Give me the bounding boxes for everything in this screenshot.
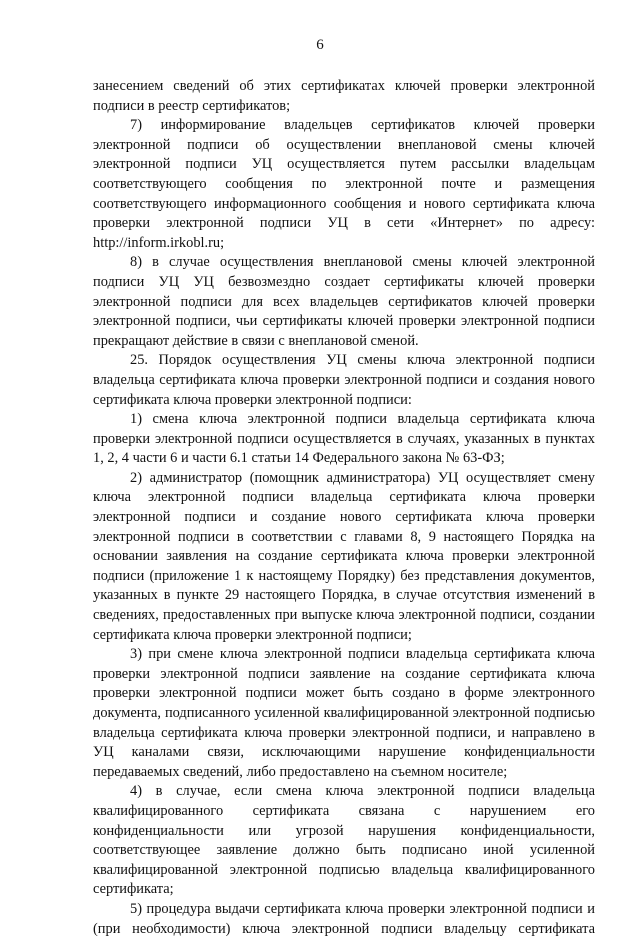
paragraph-subitem-1: 1) смена ключа электронной подписи владельца сертификата ключа проверки электронной подписи осуществляется в случаях, указанных в пунктах 1, 2, 4 части 6 и части 6.1 статьи 14 Федерального закона № 63-ФЗ; [93,411,595,467]
paragraph-continuation: занесением сведений об этих сертификатах ключей проверки электронной подписи в реестр сертификатов; [93,78,595,114]
page-number: 6 [316,37,324,53]
paragraph-section-25: 25. Порядок осуществления УЦ смены ключа электронной подписи владельца сертификата ключа проверки электронной подписи и создания нового сертификата ключа проверки электронной подписи: [93,352,595,408]
paragraph-subitem-5: 5) процедура выдачи сертификата ключа проверки электронной подписи и (при необходимости) ключа электронной подписи владельцу сертификата [93,900,595,937]
paragraph-subitem-2: 2) администратор (помощник администратора) УЦ осуществляет смену ключа электронной подписи владельца сертификата ключа проверки электронной подписи и создание нового сертификата ключа проверки электронной подписи в соответствии с главами 8, 9 настоящего Порядка на основании заявления на создание сертификата ключа проверки электронной подписи (приложение 1 к настоящему Порядку) без представления документов, указанных в пункте 29 настоящего Порядка, в случае отсутствия изменений в сведениях, предоставленных при выпуске ключа электронной подписи, создании сертификата ключа проверки электронной подписи; [93,469,595,643]
paragraph-item-7: 7) информирование владельцев сертификатов ключей проверки электронной подписи об осуществлении внеплановой смены ключей электронной подписи УЦ осуществляется путем рассылки владельцам соответствующего сообщения по электронной почте и размещения соответствующего информационного сообщения и нового сертификата ключа проверки электронной подписи УЦ в сети «Интернет» по адресу: http://inform.irkobl.ru; [93,117,595,251]
document-body [93,77,595,939]
paragraph-item-8: 8) в случае осуществления внеплановой смены ключей электронной подписи УЦ УЦ безвозмездно создает сертификаты ключей проверки электронной подписи для всех владельцев сертификатов ключей проверки электронной подписи, чьи сертификаты ключей проверки электронной подписи прекращают действие в связи с внеплановой сменой. [93,254,595,349]
paragraph-subitem-4: 4) в случае, если смена ключа электронной подписи владельца квалифицированного сертификата связана с нарушением его конфиденциальности или угрозой нарушения конфиденциальности, соответствующее заявление должно быть подписано иной усиленной квалифицированной электронной подписью владельца квалифицированного сертификата; [93,783,595,898]
paragraph-subitem-3: 3) при смене ключа электронной подписи владельца сертификата ключа проверки электронной подписи заявление на создание сертификата ключа проверки электронной подписи может быть создано в форме электронного документа, подписанного усиленной квалифицированной электронной подписью владельца сертификата ключа проверки электронной подписи, и направлено в УЦ каналами связи, исключающими нарушение конфиденциальности передаваемых сведений, либо предоставлено на съемном носителе; [93,646,595,780]
